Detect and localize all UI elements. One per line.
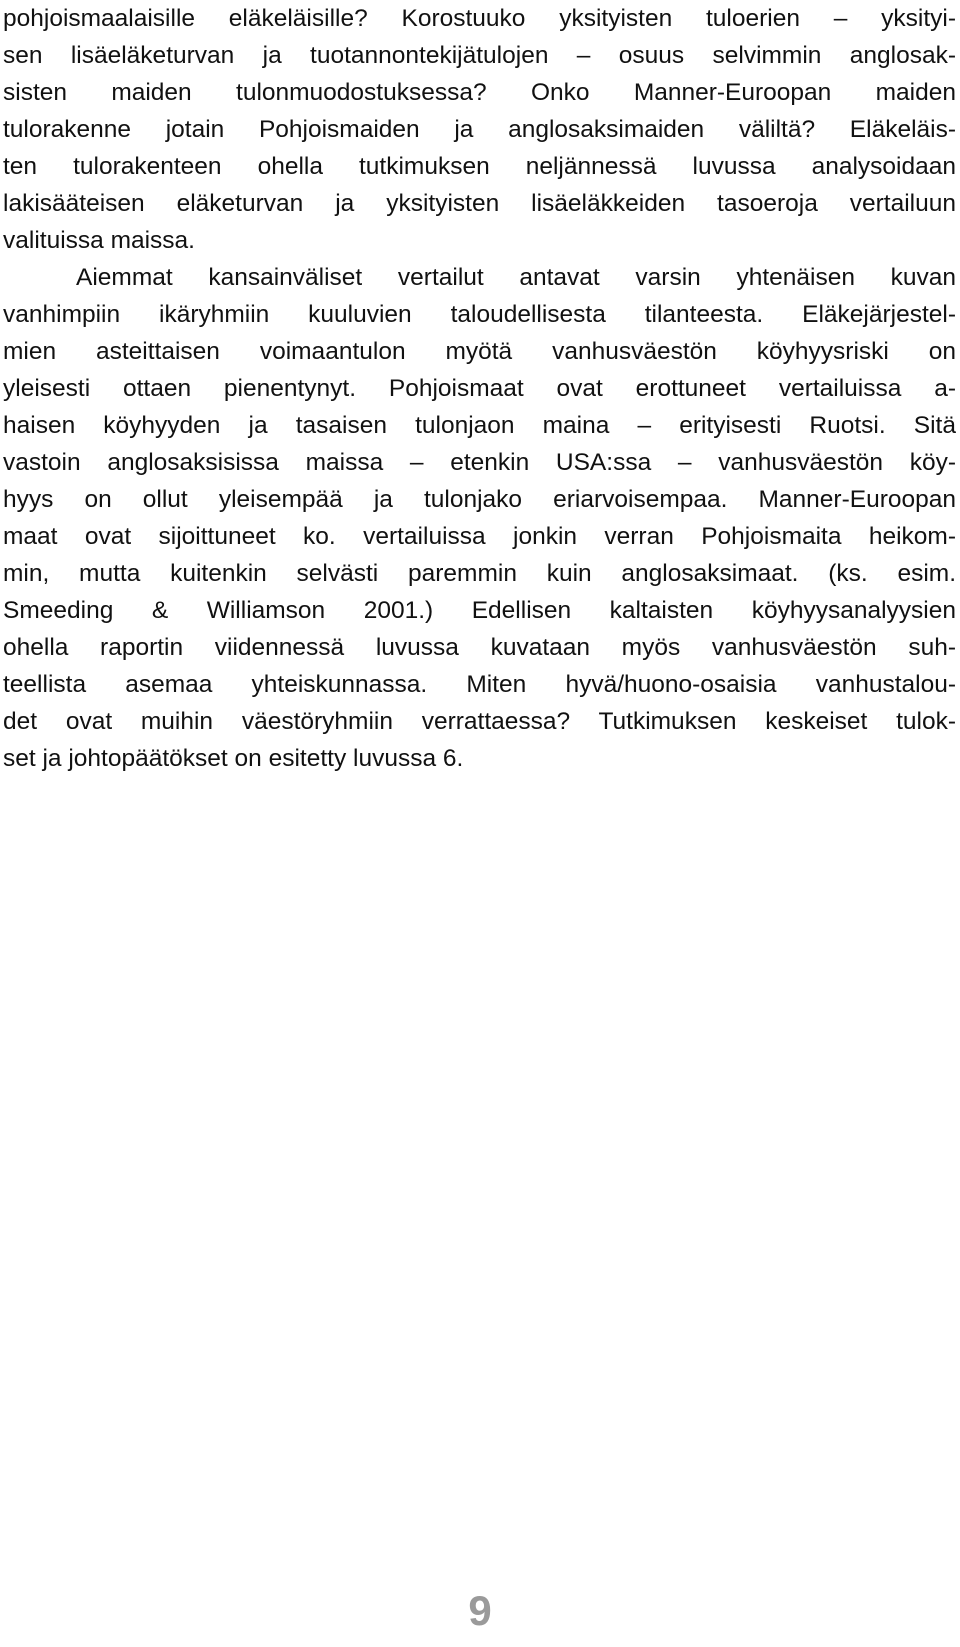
text-line: det ovat muihin väestöryhmiin verrattaessa? Tutkimuksen keskeiset tulok- [3,708,956,735]
text-line: teellista asemaa yhteiskunnassa. Miten hyvä/huono-osaisia vanhustalou- [3,671,956,698]
text-line: mien asteittaisen voimaantulon myötä vanhusväestön köyhyysriski on [3,338,956,365]
text-line: pohjoismaalaisille eläkeläisille? Korostuuko yksityisten tuloerien – yksityi- [3,5,956,32]
text-line: min, mutta kuitenkin selvästi paremmin kuin anglosaksimaat. (ks. esim. [3,560,956,587]
text-line: valituissa maissa. [3,227,195,254]
text-line: yleisesti ottaen pienentynyt. Pohjoismaat ovat erottuneet vertailuissa a- [3,375,956,402]
text-line: ten tulorakenteen ohella tutkimuksen neljännessä luvussa analysoidaan [3,153,956,180]
text-line: Smeeding & Williamson 2001.) Edellisen kaltaisten köyhyysanalyysien [3,597,956,624]
text-line: Aiemmat kansainväliset vertailut antavat varsin yhtenäisen kuvan [76,264,956,291]
text-line: maat ovat sijoittuneet ko. vertailuissa jonkin verran Pohjoismaita heikom- [3,523,956,550]
text-line: sen lisäeläketurvan ja tuotannontekijätulojen – osuus selvimmin anglosak- [3,42,956,69]
text-line: vanhimpiin ikäryhmiin kuuluvien taloudellisesta tilanteesta. Eläkejärjestel- [3,301,956,328]
text-line: lakisääteisen eläketurvan ja yksityisten lisäeläkkeiden tasoeroja vertailuun [3,190,956,217]
text-line: tulorakenne jotain Pohjoismaiden ja anglosaksimaiden väliltä? Eläkeläis- [3,116,956,143]
text-line: hyys on ollut yleisempää ja tulonjako eriarvoisempaa. Manner-Euroopan [3,486,956,513]
text-line: ohella raportin viidennessä luvussa kuvataan myös vanhusväestön suh- [3,634,956,661]
text-line: haisen köyhyyden ja tasaisen tulonjaon maina – erityisesti Ruotsi. Sitä [3,412,956,439]
text-line: sisten maiden tulonmuodostuksessa? Onko Manner-Euroopan maiden [3,79,956,106]
text-line: set ja johtopäätökset on esitetty luvussa 6. [3,745,464,772]
text-line: vastoin anglosaksisissa maissa – etenkin USA:ssa – vanhusväestön köy- [3,449,956,476]
page-number: 9 [468,1587,492,1634]
